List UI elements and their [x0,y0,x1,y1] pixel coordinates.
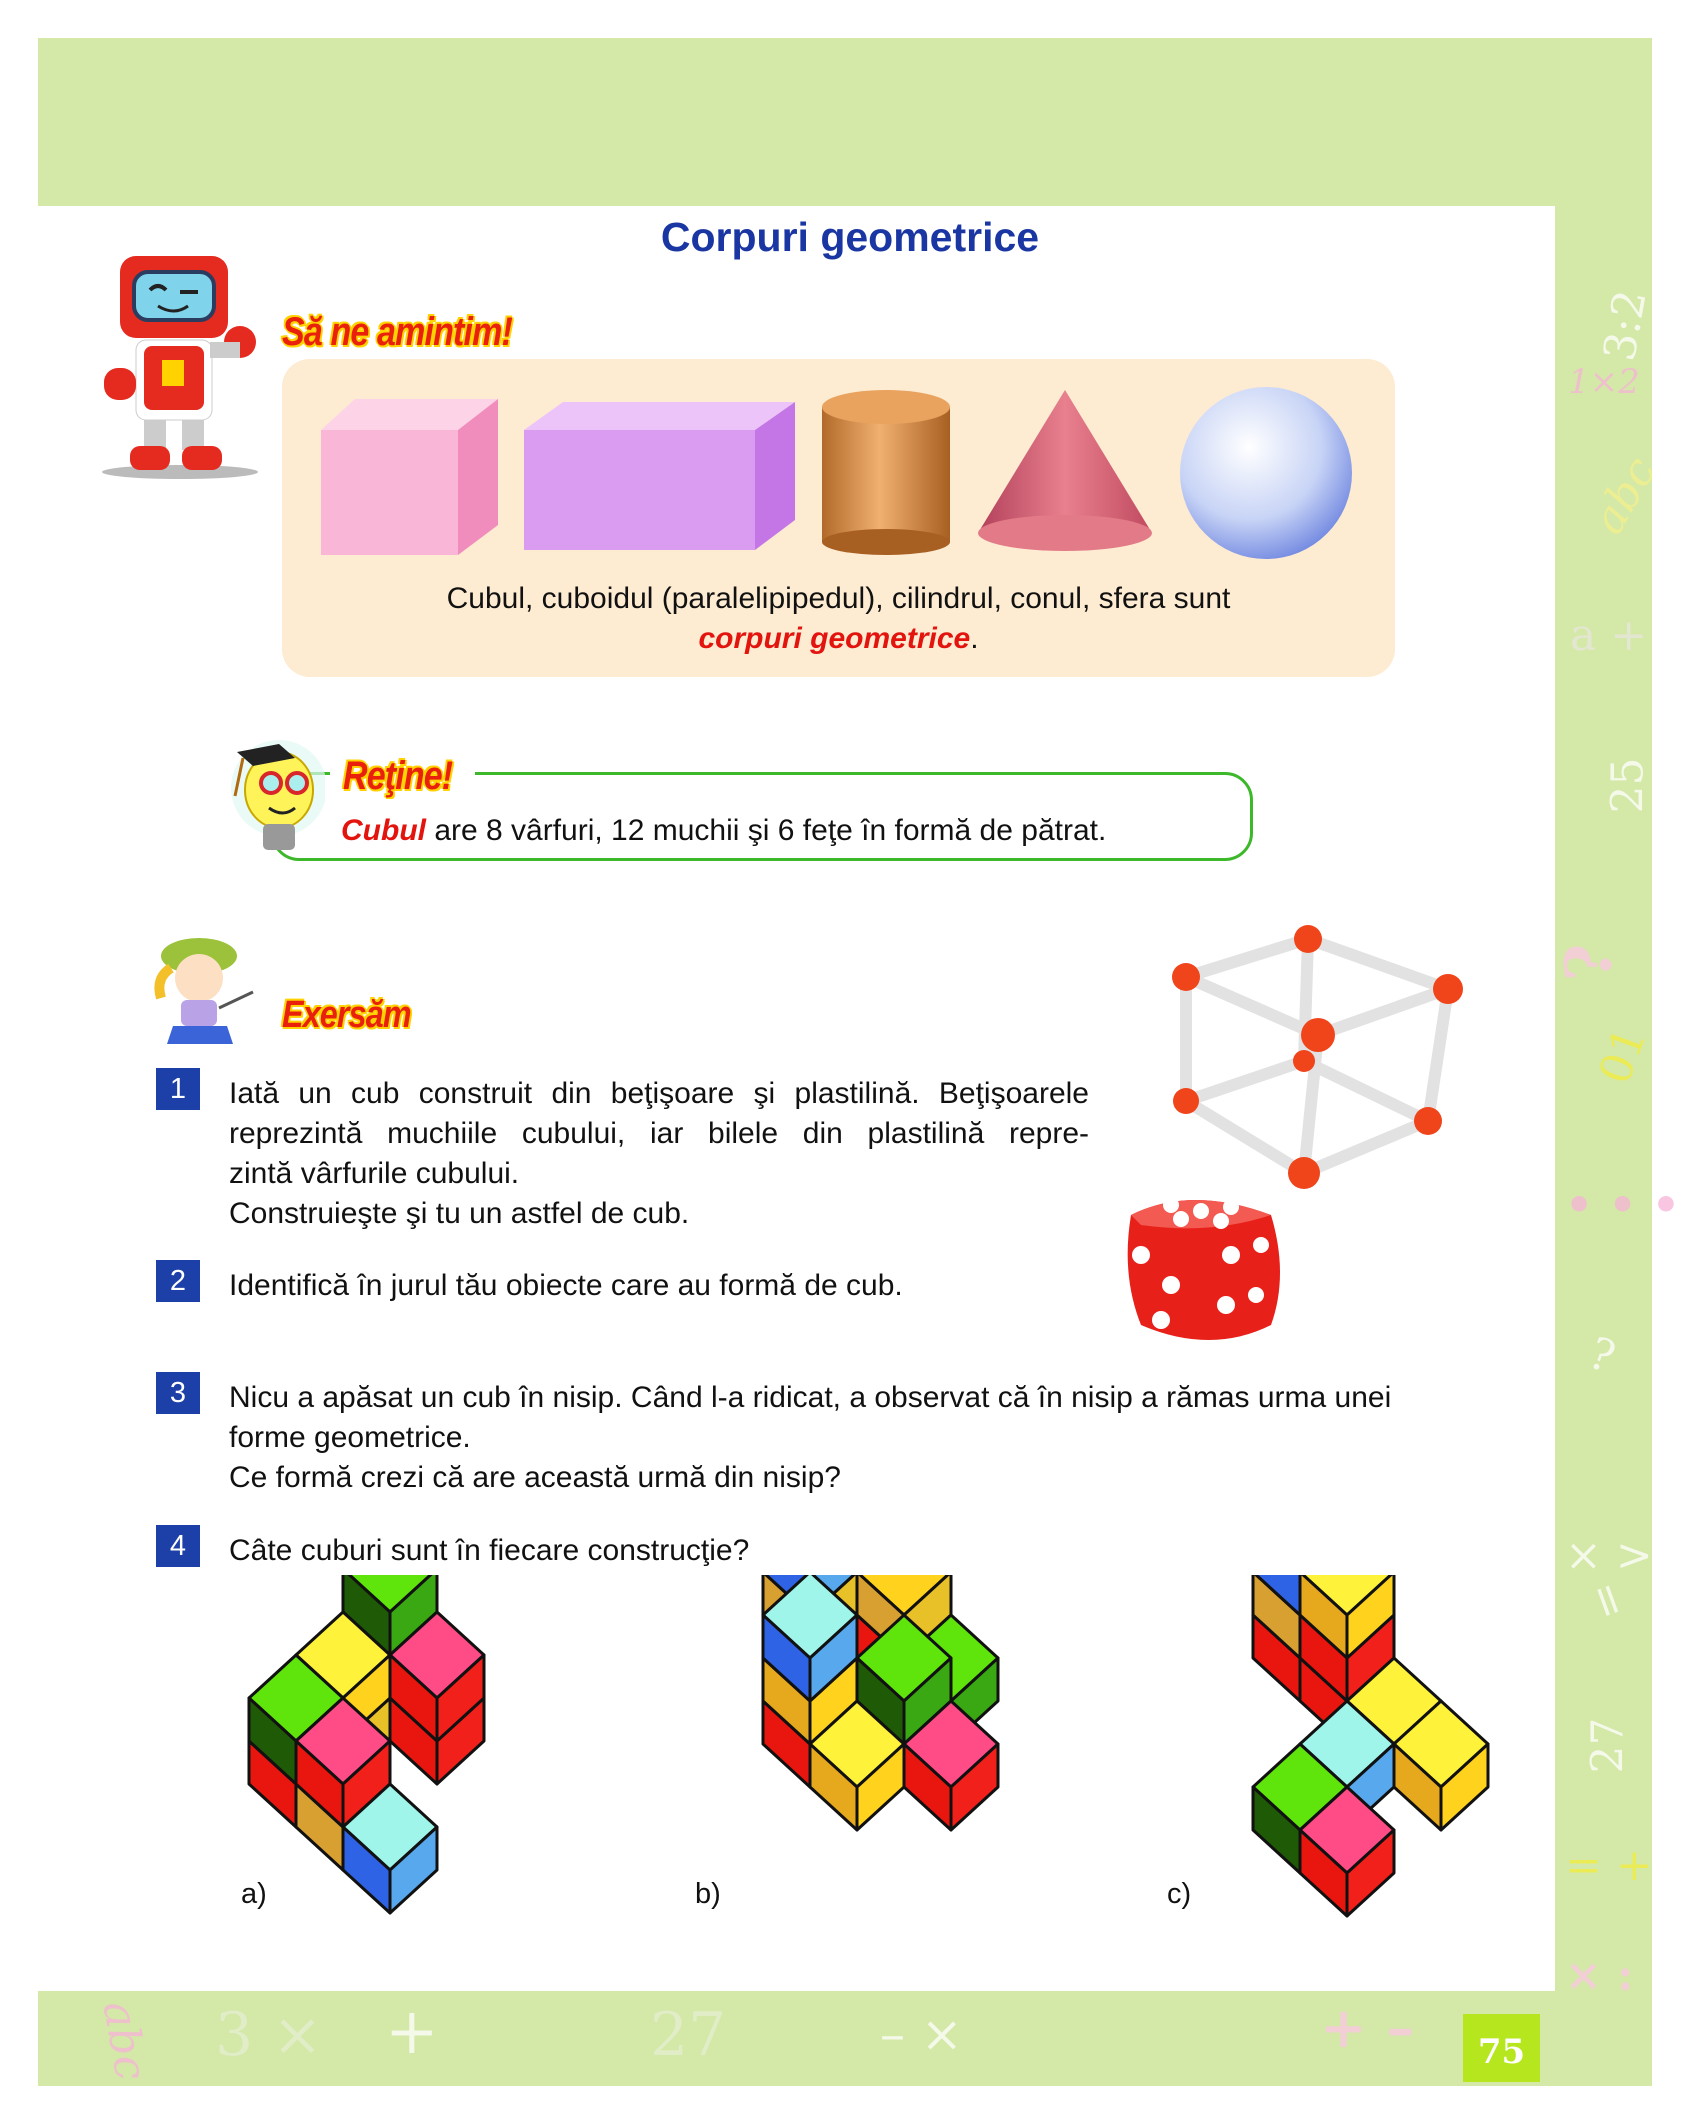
top-band [38,38,1652,206]
decoration: abc [92,1997,157,2084]
retine-body: are 8 vârfuri, 12 muchii şi 6 feţe în formă de pătrat. [425,814,1107,847]
shapes-illustration [315,385,1365,560]
cone-shape-icon [978,390,1152,551]
exercise-number-badge: 4 [156,1525,200,1567]
decoration: 1×2 [1568,362,1640,402]
remember-heading: Să ne amintim! [282,310,512,354]
cube-construction-c [1170,1575,1490,1945]
figure-label-a: a) [241,1878,267,1910]
text-line: reprezintă muchiile cubului, iar bilele din plastilină repre- [229,1117,1089,1150]
exercise-number-badge: 3 [156,1372,200,1414]
remember-text-line1: Cubul, cuboidul (paralelipipedul), cilindrul, conul, sfera sunt [446,582,1231,615]
decoration: × > [1565,1530,1653,1581]
text-line: forme geometrice. [229,1421,471,1454]
text-line: Ce formă crezi că are această urmă din nisip? [229,1461,841,1494]
decoration: = + [1565,1840,1653,1891]
cube-construction-b [700,1575,1020,1945]
decoration: a + [1570,610,1648,661]
decoration: abc [1582,448,1667,543]
remember-period: . [970,622,979,655]
decoration: 27 [1582,1717,1634,1774]
text-line: Construieşte şi tu un astfel de cub. [229,1197,690,1230]
text-line: Nicu a apăsat un cub în nisip. Când l-a ridicat, a observat că în nisip a rămas urma unei [229,1381,1392,1414]
decoration: – × [880,2005,963,2063]
text-line: Iată un cub construit din beţişoare şi plastilină. Beţişoarele [229,1077,1089,1110]
dice-illustration [1111,1185,1289,1355]
decoration: 01 [1589,1020,1657,1091]
text-line: Identifică în jurul tău obiecte care au formă de cub. [229,1269,903,1302]
cuboid-shape-icon [524,402,795,550]
exercises-heading: Exersăm [282,994,411,1036]
girl-mascot-icon [149,928,265,1052]
exercise-number-badge: 2 [156,1260,200,1302]
exercise-3-text [229,1378,1391,1498]
decoration: ? [1581,1327,1622,1384]
exercise-1-text [229,1074,1089,1234]
figure-label-b: b) [695,1878,721,1910]
decoration: ? [1551,943,1627,982]
page-title: Corpuri geometrice [660,214,1040,260]
lightbulb-mascot-icon [223,738,325,856]
exercise-number-badge: 1 [156,1068,200,1110]
decoration: 25 [1602,757,1654,814]
decoration: 27 [650,2000,727,2070]
stick-cube-illustration [1158,921,1478,1201]
retine-heading: Reţine! [343,754,453,798]
cube-shape-icon [321,399,498,555]
exercise-2-text [229,1266,903,1306]
cube-construction-a [230,1575,550,1945]
page-number: 75 [1463,2014,1540,2082]
cylinder-shape-icon [822,390,950,555]
sphere-shape-icon [1180,387,1352,559]
exercise-4-text [229,1531,749,1571]
text-line: zintă vârfurile cubului. [229,1157,520,1190]
decoration: × : [1565,1950,1634,2001]
remember-emphasis: corpuri geometrice [698,622,971,655]
decoration: = [1578,1574,1639,1627]
decoration: 3 × [215,2000,323,2070]
remember-text-line2 [282,622,1395,656]
retine-text [341,814,1106,848]
decoration: + [385,1995,439,2069]
text-line: Câte cuburi sunt în fiecare construcţie? [229,1534,750,1567]
decoration: 3:2 [1594,286,1657,365]
decoration: • • • [1565,1180,1681,1231]
figure-label-c: c) [1167,1878,1192,1910]
retine-emphasis: Cubul [341,814,426,847]
decoration: + – [1320,1995,1415,2061]
robot-mascot-icon [100,250,280,482]
